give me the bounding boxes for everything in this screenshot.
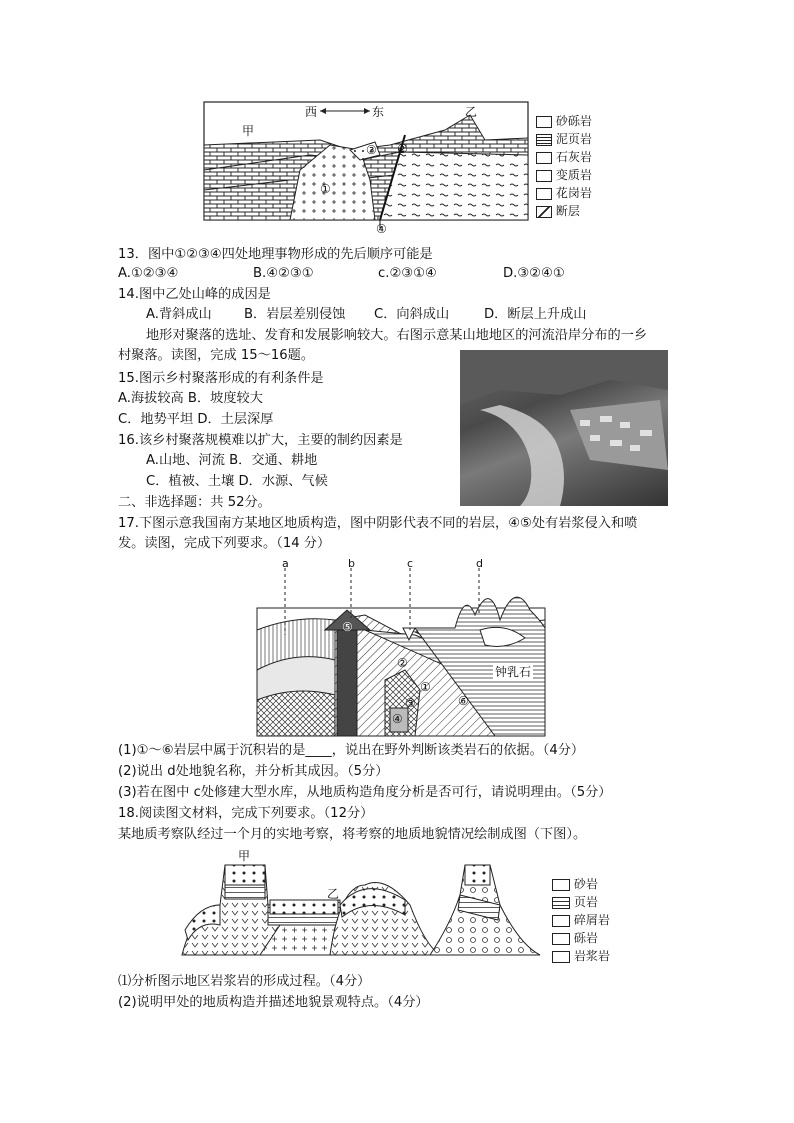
legend-item: 泥页岩 — [536, 130, 592, 147]
label-a: a — [282, 557, 289, 570]
q17-line1: 17.下图示意我国南方某地区地质构造，图中阴影代表不同的岩层，④⑤处有岩浆侵入和喷 — [118, 516, 638, 531]
legend-item: 石灰岩 — [536, 148, 592, 165]
marker-2: ② — [397, 142, 408, 156]
marker-3: ③ — [405, 696, 416, 710]
village-photo — [460, 350, 668, 506]
section-2-heading: 二、非选择题：共 52分。 — [118, 495, 271, 510]
fault-swatch-icon — [536, 206, 552, 218]
figure-geologic-section-1 — [200, 100, 600, 235]
q14-options — [146, 306, 586, 323]
conglomerate-swatch-icon — [552, 933, 570, 945]
marker-4: ④ — [392, 712, 403, 726]
shale-swatch-icon — [536, 134, 552, 146]
q17-line2: 发。读图，完成下列要求。（14 分） — [118, 536, 331, 551]
q14-option-b[interactable]: B．岩层差别侵蚀 — [244, 307, 346, 322]
q16-options-cd[interactable]: C．植被、土壤 D．水源、气候 — [146, 474, 328, 489]
legend-item: 变质岩 — [536, 166, 592, 183]
legend-item: 砾岩 — [552, 929, 598, 946]
legend-item: 花岗岩 — [536, 184, 592, 201]
legend-item: 碎屑岩 — [552, 911, 610, 928]
stalactite-label: 钟乳石 — [495, 665, 532, 679]
q16-stem: 16.该乡村聚落规模难以扩大，主要的制约因素是 — [118, 433, 403, 448]
legend-item: 页岩 — [552, 893, 598, 910]
marker-3: ③ — [366, 143, 377, 157]
q18-sub1: ⑴分析图示地区岩浆岩的形成过程。（4分） — [118, 974, 371, 989]
q18-line1: 18.阅读图文材料，完成下列要求。（12分） — [118, 806, 374, 821]
q13-option-b[interactable]: B.④②③① — [253, 266, 314, 281]
q13-option-a[interactable]: A.①②③④ — [118, 266, 179, 281]
marker-4: ④ — [376, 222, 387, 236]
direction-west-label: 西 — [305, 105, 318, 119]
label-d: d — [476, 557, 483, 570]
label-jia: 甲 — [238, 849, 251, 863]
q17-sub2: (2)说出 d处地貌名称，并分析其成因。（5分） — [118, 764, 389, 779]
q17-sub3: (3)若在图中 c处修建大型水库，从地质构造角度分析是否可行，请说明理由。（5分） — [118, 785, 612, 800]
q15-options-cd[interactable]: C．地势平坦 D．土层深厚 — [118, 412, 274, 427]
q13-options — [118, 265, 565, 282]
direction-east-label: 东 — [372, 105, 385, 119]
label-yi: 乙 — [327, 887, 340, 901]
label-jia: 甲 — [242, 124, 255, 138]
q15-stem: 15.图示乡村聚落形成的有利条件是 — [118, 371, 324, 386]
q14-option-c[interactable]: C．向斜成山 — [374, 307, 450, 322]
legend-item: 砂砾岩 — [536, 112, 592, 129]
q18-line2: 某地质考察队经过一个月的实地考察，将考察的地质地貌情况绘制成图（下图）。 — [118, 827, 587, 842]
legend-item: 岩浆岩 — [552, 947, 610, 964]
q14-stem: 14.图中乙处山峰的成因是 — [118, 287, 271, 302]
q17-sub1: (1)①～⑥岩层中属于沉积岩的是____，说出在野外判断该类岩石的依据。（4分） — [118, 743, 585, 758]
metamorphic-swatch-icon — [536, 170, 552, 182]
limestone-swatch-icon — [536, 152, 552, 164]
marker-1: ① — [320, 182, 331, 196]
sandstone-swatch-icon — [552, 879, 570, 891]
q14-option-a[interactable]: A.背斜成山 — [146, 307, 212, 322]
label-yi: 乙 — [465, 105, 478, 119]
legend-item: 砂岩 — [552, 875, 598, 892]
q15-options-ab[interactable]: A.海拔较高 B．坡度较大 — [118, 391, 263, 406]
q13-stem: 13．图中①②③④四处地理事物形成的先后顺序可能是 — [118, 247, 433, 262]
gravel-swatch-icon — [536, 116, 552, 128]
igneous-swatch-icon — [552, 951, 570, 963]
label-c: c — [407, 557, 414, 570]
marker-2: ② — [397, 656, 408, 670]
q18-sub2: (2)说明甲处的地质构造并描述地貌景观特点。（4分） — [118, 995, 429, 1010]
granite-swatch-icon — [536, 188, 552, 200]
q14-option-d[interactable]: D．断层上升成山 — [484, 307, 587, 322]
figure-geologic-section-3 — [180, 845, 620, 970]
q13-option-c[interactable]: c.②③①④ — [378, 266, 437, 281]
q16-options-ab[interactable]: A.山地、河流 B．交通、耕地 — [146, 453, 318, 468]
marker-6: ⑥ — [458, 694, 469, 708]
marker-1: ① — [420, 680, 431, 694]
legend-item: 断层 — [536, 202, 580, 219]
intro15-line1: 地形对聚落的选址、发育和发展影响较大。右图示意某山地地区的河流沿岸分布的一乡 — [146, 328, 648, 343]
clastic-swatch-icon — [552, 915, 570, 927]
q13-option-d[interactable]: D.③②④① — [503, 266, 565, 281]
shale-swatch-icon — [552, 897, 570, 909]
label-b: b — [348, 557, 355, 570]
figure-geologic-section-2 — [255, 557, 547, 738]
marker-5: ⑤ — [342, 620, 353, 634]
intro15-line2: 村聚落。读图，完成 15～16题。 — [118, 348, 315, 363]
